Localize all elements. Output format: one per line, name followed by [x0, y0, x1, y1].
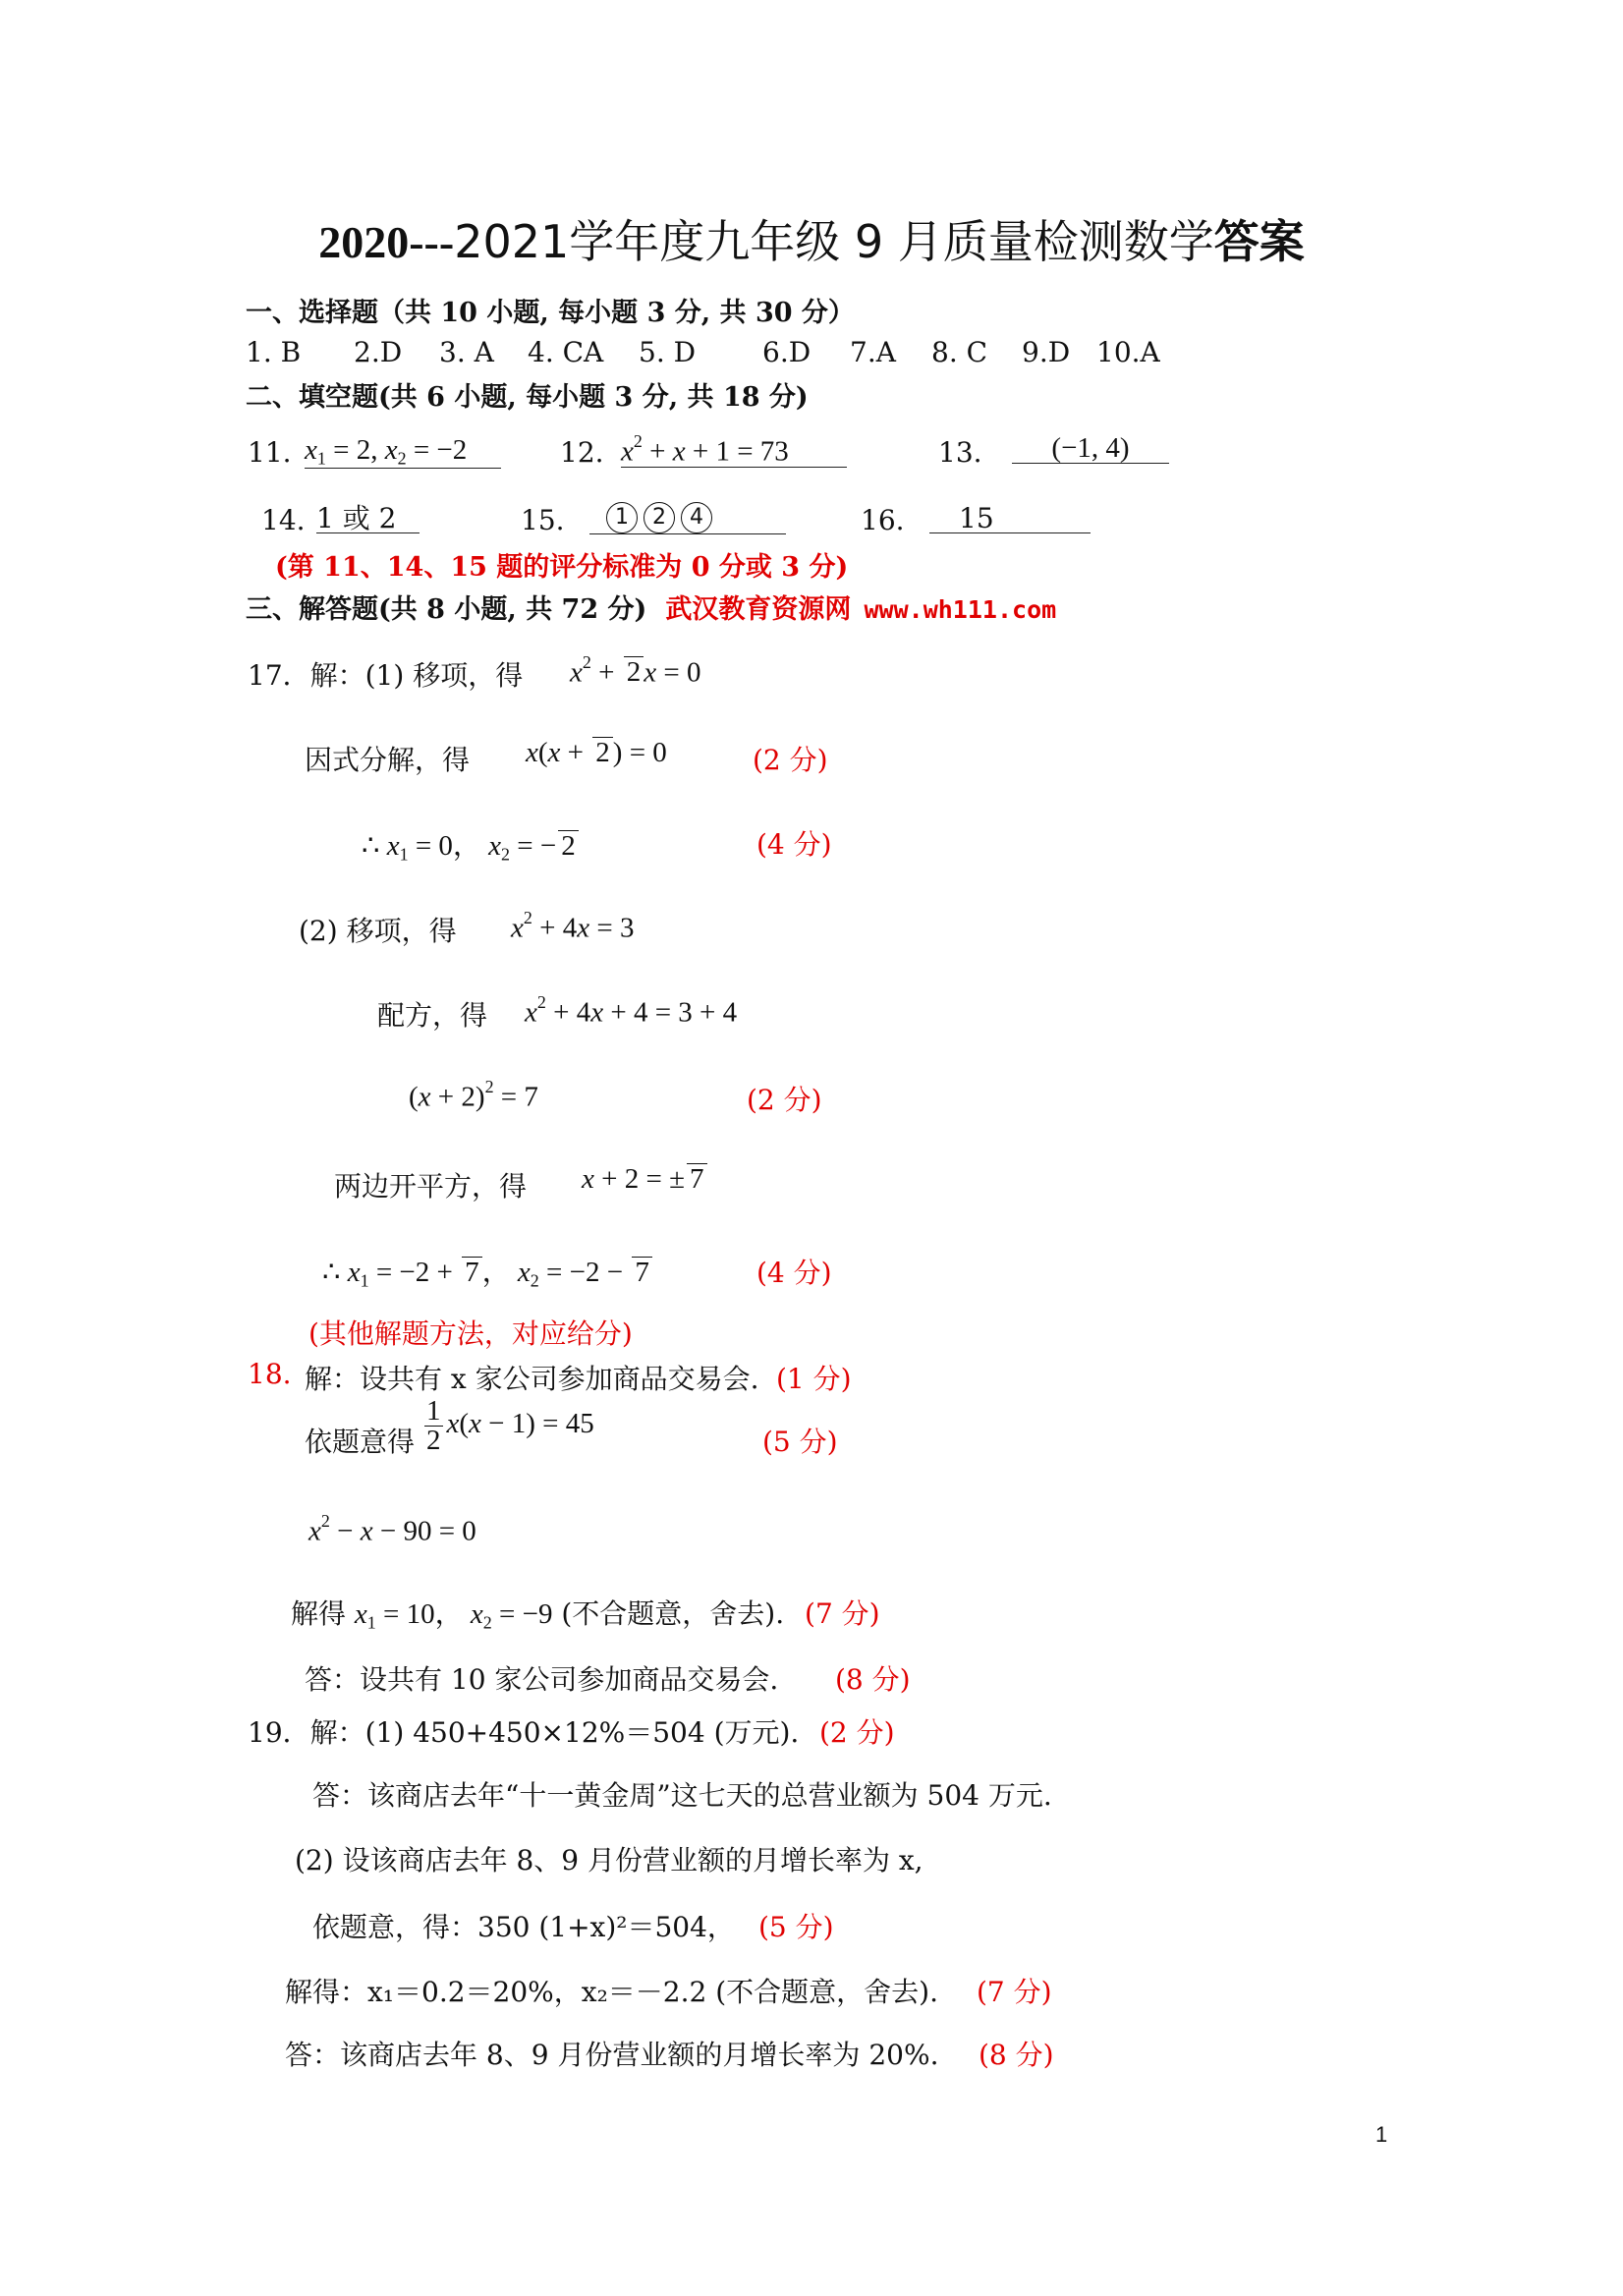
- answer-4: 4. CA: [528, 336, 604, 368]
- q14-number: 14.: [261, 504, 306, 536]
- q15-answer: [589, 499, 786, 534]
- p17-eq-8: ∴ $x_1 = -2 + 7$ ， $x_2 = -2 - 7$: [322, 1250, 652, 1291]
- answer-7: 7.A: [850, 336, 896, 368]
- q13-answer: (−1, 4): [1012, 432, 1169, 465]
- p17-line-7: 两边开平方，得: [334, 1170, 528, 1203]
- p17-eq-1: $x^2 + 2$ x = 0: [570, 652, 701, 689]
- q11-answer: $x_1 = 2$, $x_2 = -2$: [305, 434, 501, 469]
- circled-2: 2: [644, 502, 675, 533]
- circled-1: 1: [606, 502, 638, 533]
- p19-line-4: 依题意，得：350 (1+x)²＝504，: [312, 1911, 735, 1943]
- page-title: 2020---2021学年度九年级 9 月质量检测数学答案: [318, 215, 1305, 268]
- p17-line-2: 因式分解，得: [305, 744, 471, 776]
- answer-2: 2.D: [354, 336, 403, 368]
- p17-eq-5: $x^2 + 4x + 4 = 3 + 4$: [525, 992, 738, 1029]
- answer-9: 9.D: [1022, 336, 1071, 368]
- p19-line-3: (2) 设该商店去年 8、9 月份营业额的月增长率为 x,: [295, 1844, 923, 1876]
- p19-line-2: 答：该商店去年“十一黄金周”这七天的总营业额为 504 万元.: [312, 1779, 1052, 1812]
- p18-line-1: 解：设共有 x 家公司参加商品交易会.: [305, 1363, 759, 1395]
- section-1-heading: 一、选择题（共 10 小题, 每小题 3 分, 共 30 分）: [246, 298, 855, 328]
- q15-number: 15.: [521, 504, 565, 536]
- p17-eq-3: ∴ $x_1 = 0$， $x_2$ = − 2: [362, 823, 579, 865]
- p19-score-4: (5 分): [758, 1911, 834, 1943]
- q13-number: 13.: [938, 436, 982, 469]
- page-number: 1: [1375, 2122, 1388, 2147]
- p19-line-1: 19．解：(1) 450+450×12%＝504 (万元).: [248, 1716, 800, 1749]
- p19-line-6: 答：该商店去年 8、9 月份营业额的月增长率为 20%.: [285, 2039, 939, 2071]
- q12-answer: $x^2 + x + 1 = 73$: [621, 432, 847, 468]
- circled-4: 4: [681, 502, 712, 533]
- p17-score-6: (2 分): [747, 1084, 822, 1116]
- p17-note: (其他解题方法，对应给分): [308, 1317, 633, 1350]
- p17-eq-6: $(x + 2)^2 = 7$: [409, 1077, 538, 1113]
- q12-number: 12.: [560, 436, 604, 469]
- p17-score-8: (4 分): [756, 1257, 832, 1289]
- p18-line-2: 依题意得: [305, 1426, 416, 1458]
- q14-answer: 1 或 2: [316, 502, 420, 534]
- p19-line-5: 解得：x₁＝0.2＝20%，x₂＝－2.2 (不合题意，舍去).: [285, 1976, 938, 2008]
- section-3-heading: 三、解答题(共 8 小题, 共 72 分) 武汉教育资源网 www.wh111.com: [246, 594, 1057, 625]
- q11-number: 11.: [248, 436, 292, 469]
- p18-line-4: 解得 $x_1 = 10$， $x_2 = -9$ (不合题意，舍去). (7 分): [291, 1597, 880, 1633]
- p18-eq-3: $x^2 - x - 90 = 0$: [308, 1511, 476, 1547]
- p19-score-6: (8 分): [979, 2039, 1054, 2071]
- q16-answer: 15: [929, 502, 1091, 534]
- p18-eq-2: $\frac{1}{2}$ x(x − 1) = 45: [426, 1395, 594, 1456]
- p18-line-5: 答：设共有 10 家公司参加商品交易会.: [305, 1663, 779, 1696]
- answer-6: 6.D: [762, 336, 812, 368]
- q16-number: 16.: [861, 504, 905, 536]
- p18-score-5: (8 分): [835, 1663, 911, 1696]
- answer-3: 3. A: [439, 336, 494, 368]
- answer-8: 8. C: [931, 336, 988, 368]
- answer-10: 10.A: [1096, 336, 1160, 368]
- p17-line-4: (2) 移项，得: [299, 915, 457, 947]
- p17-line-1: 17．解：(1) 移项，得: [248, 659, 524, 692]
- p18-score-1: (1 分): [776, 1363, 852, 1395]
- p17-eq-4: $x^2 + 4x = 3$: [511, 908, 635, 944]
- p17-eq-2: x(x + 2 ) = 0: [526, 737, 667, 768]
- answer-1: 1. B: [246, 336, 302, 368]
- p17-eq-7: x + 2 = ± 7: [582, 1163, 707, 1196]
- p18-score-2: (5 分): [762, 1426, 838, 1458]
- p19-score-5: (7 分): [977, 1976, 1052, 2008]
- p18-number: 18.: [248, 1358, 292, 1390]
- p19-score-1: (2 分): [819, 1716, 895, 1749]
- p17-score-2: (2 分): [753, 744, 828, 776]
- answer-5: 5. D: [639, 336, 697, 368]
- p17-score-3: (4 分): [756, 828, 832, 861]
- p17-line-5: 配方，得: [377, 999, 488, 1032]
- scoring-note: (第 11、14、15 题的评分标准为 0 分或 3 分): [275, 552, 849, 583]
- section-2-heading: 二、填空题(共 6 小题, 每小题 3 分, 共 18 分): [246, 382, 809, 413]
